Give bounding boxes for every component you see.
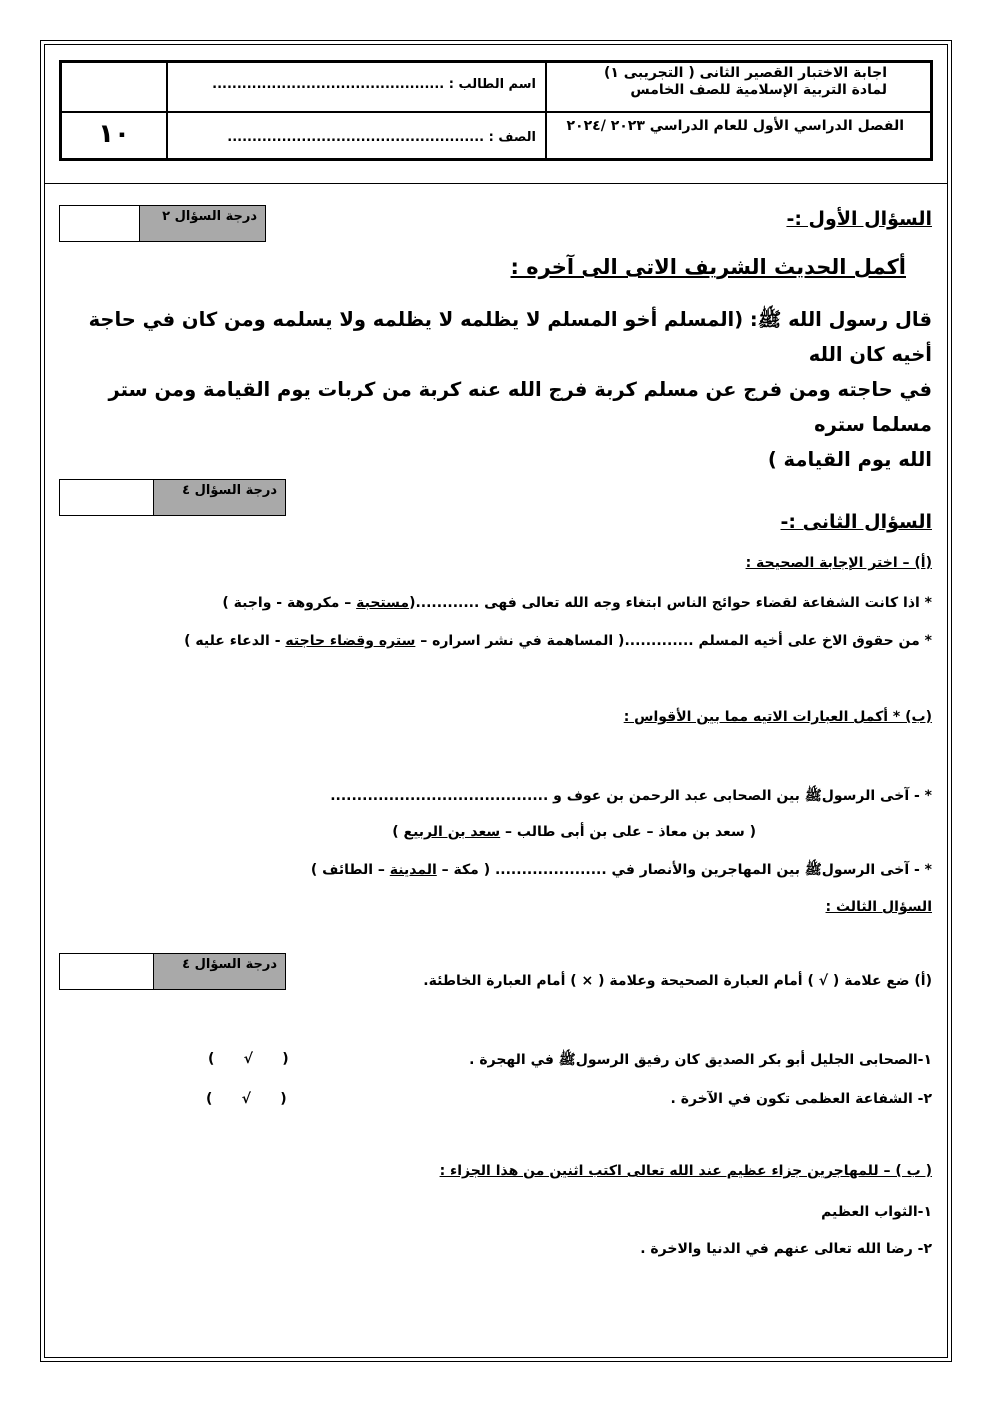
total-score: ١٠ xyxy=(98,119,130,149)
q2-grade-label: درجة السؤال ٤ xyxy=(153,480,285,515)
q2-heading: السؤال الثانى :- xyxy=(780,511,932,533)
q3-part-a-title: (أ) ضع علامة ( √ ) أمام العبارة الصحيحة وعلامة ( × ) أمام العبارة الخاطئة. xyxy=(423,973,932,989)
header-table xyxy=(59,60,933,161)
correct-answer: المدينة xyxy=(389,862,437,878)
q2-a-item-1: * اذا كانت الشفاعة لقضاء حوائج الناس ابتغاء وجه الله تعالى فهى ............(مستحبة – مكروهة - واجبة ) xyxy=(222,595,932,611)
student-name-field[interactable]: اسم الطالب : ............................................... xyxy=(212,77,536,92)
correct-answer: مستحبة xyxy=(356,595,410,611)
q3-a-item-2-text: ٢- الشفاعة العظمى تكون في الآخرة . xyxy=(670,1091,932,1107)
q1-heading: السؤال الأول :- xyxy=(786,208,932,230)
correct-answer: سعد بن الربيع xyxy=(403,824,501,840)
q2-part-a-title: (أ) – اختر الإجابة الصحيحة : xyxy=(745,555,932,571)
q2-b-item-1: * - آخى الرسولﷺ بين الصحابى عبد الرحمن بن عوف و ......................................... xyxy=(330,788,932,804)
q3-a-item-1-text: ١-الصحابى الجليل أبو بكر الصديق كان رفيق الرسولﷺ في الهجرة . xyxy=(469,1052,932,1068)
q2-a-item-2: * من حقوق الاخ على أخيه المسلم .............( المساهمة في نشر اسراره – ستره وقضاء حاجته - الدعاء عليه ) xyxy=(184,633,932,649)
q1-grade-box xyxy=(59,205,266,242)
q2-grade-box xyxy=(59,479,286,516)
q3-a-item-1-mark: ( √ ) xyxy=(208,1051,289,1067)
q2-b-item-1-options: ( سعد بن معاذ – على بن أبى طالب – سعد بن الربيع ) xyxy=(392,824,756,840)
exam-title: اجابة الاختبار القصير الثانى ( التجريبى ١) لمادة التربية الإسلامية للصف الخامس xyxy=(603,65,887,98)
q3-grade-box xyxy=(59,953,286,990)
q3-grade-label: درجة السؤال ٤ xyxy=(153,954,285,989)
hadith-line: في حاجته ومن فرج عن مسلم كربة فرج الله عنه كربة من كربات يوم القيامة ومن ستر مسلما ستره xyxy=(108,378,932,436)
q3-b-item-1: ١-الثواب العظيم xyxy=(821,1204,932,1220)
q2-part-b-title: (ب) * أكمل العبارات الاتيه مما بين الأقواس : xyxy=(623,709,932,725)
class-field[interactable]: الصف : .................................................... xyxy=(227,130,536,145)
hadith-line: قال رسول الله ﷺ: (المسلم أخو المسلم لا يظلمه لا يظلمه ولا يسلمه ومن كان في حاجة أخيه كان الله xyxy=(88,308,932,366)
q3-a-item-2-mark: ( √ ) xyxy=(206,1091,287,1107)
divider xyxy=(44,183,948,184)
hadith-line: الله يوم القيامة ) xyxy=(767,448,932,471)
q1-instruction: أكمل الحديث الشريف الاتى الى آخره : xyxy=(510,255,906,279)
q3-part-b-title: ( ب ) – للمهاجرين جزاء عظيم عند الله تعالى اكتب اثنين من هذا الجزاء : xyxy=(439,1163,932,1179)
q3-b-item-2: ٢- رضا الله تعالى عنهم في الدنيا والاخرة . xyxy=(640,1241,932,1257)
q3-heading: السؤال الثالث : xyxy=(825,899,932,915)
header-row-divider xyxy=(62,111,930,113)
q2-b-item-2: * - آخى الرسولﷺ بين المهاجرين والأنصار في ..................... ( مكة – المدينة – الطائف ) xyxy=(310,862,932,878)
term-label: الفصل الدراسي الأول للعام الدراسي ٢٠٢٣ /٢٠٢٤ xyxy=(566,118,904,134)
q1-grade-label: درجة السؤال ٢ xyxy=(139,206,265,241)
correct-answer: ستره وقضاء حاجته xyxy=(285,633,416,649)
hadith-text xyxy=(52,302,932,477)
